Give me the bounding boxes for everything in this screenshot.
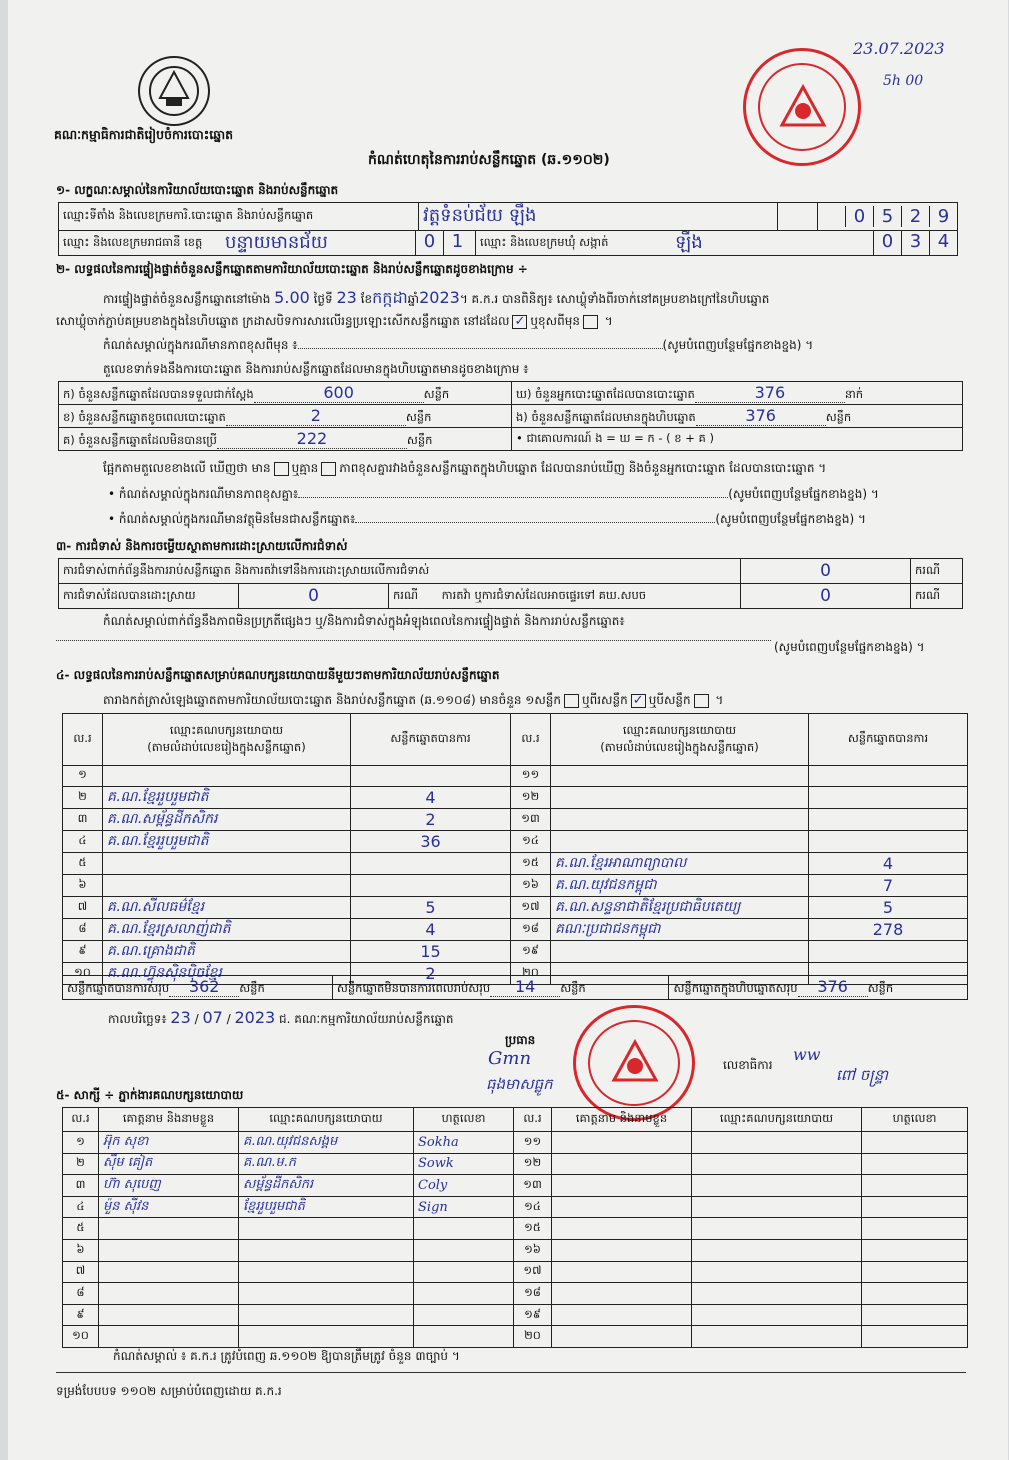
result-no: ១៦ xyxy=(511,874,551,896)
witness-name xyxy=(552,1132,692,1154)
witness-no: ២ xyxy=(63,1153,99,1175)
count-g: គ) ចំនួនសន្លឹកឆ្នោតដែលមិនបានប្រើ 222 សន្លឹក xyxy=(59,428,512,451)
result-no: ១៧ xyxy=(511,896,551,918)
witness-row xyxy=(63,1239,968,1261)
total-valid: សន្លឹកឆ្នោតបានការសរុប 362 សន្លឹក xyxy=(63,976,333,1000)
witness-no: ១៦ xyxy=(514,1239,552,1261)
result-votes: 36 xyxy=(351,830,511,852)
received-time: 5h 00 xyxy=(883,73,924,89)
witness-party xyxy=(239,1239,414,1261)
form-title: កំណត់ហេតុនៃការរាប់សន្លឹកឆ្នោត (ឆ.១១០២) xyxy=(368,152,610,168)
s2-p1: ការផ្ទៀងផ្ទាត់ចំនួនសន្លឹកឆ្នោតនៅម៉ោង 5.00 ថ្ងៃទី 23 ខែកក្កដាឆ្នាំ2023។ គ.ក.រ បានពិនិត្យ៖ សោឃ្លុំទាំងពីរចាក់នៅគម្របខាងក្រៅនៃហិបឆ្នោត xyxy=(103,288,770,307)
witness-name xyxy=(552,1304,692,1326)
witness-party xyxy=(692,1239,862,1261)
same-checkbox[interactable]: ✓ xyxy=(512,315,527,329)
result-votes xyxy=(809,786,968,808)
result-votes: 7 xyxy=(809,874,968,896)
section-1-title: ១- លក្ខណៈសម្គាល់នៃការិយាល័យបោះឆ្នោត និងរាប់សន្លឹកឆ្នោត xyxy=(56,183,339,197)
result-no: ១ xyxy=(63,766,103,787)
result-row xyxy=(63,896,968,918)
result-party: គ.ណ.គ្រោងជាតិ xyxy=(103,940,351,962)
result-no: ១១ xyxy=(511,766,551,787)
result-party: គ.ណ.សីលធម៌ខ្មែរ xyxy=(103,896,351,918)
witness-no: ២០ xyxy=(514,1326,552,1348)
result-votes: 2 xyxy=(351,808,511,830)
section-3-title: ៣- ការជំទាស់ និងការចម្លើយស្ថាតាមការដោះស្រាយលើការជំទាស់ xyxy=(56,539,348,553)
witness-name xyxy=(552,1175,692,1197)
witness-signature xyxy=(414,1218,514,1240)
witness-no: ៩ xyxy=(63,1304,99,1326)
result-votes: 15 xyxy=(351,940,511,962)
witness-signature xyxy=(862,1153,968,1175)
result-party: គ.ណ.ខ្មែររួបរួមជាតិ xyxy=(103,830,351,852)
s2-p6: • កំណត់សម្គាល់ក្នុងករណីមានភាពខុសគ្នា៖ (សូមបំពេញបន្ថែមផ្នែកខាងខ្នង) ។ xyxy=(108,487,879,501)
totals-table xyxy=(62,975,968,1000)
result-no: ៩ xyxy=(63,940,103,962)
result-row xyxy=(63,918,968,940)
witness-no: ១៣ xyxy=(514,1175,552,1197)
result-no: ៤ xyxy=(63,830,103,852)
witness-name xyxy=(552,1261,692,1283)
result-row xyxy=(63,852,968,874)
s1-row2-value: បន្ទាយមានជ័យ xyxy=(225,231,328,253)
witness-party xyxy=(692,1261,862,1283)
result-party xyxy=(551,808,809,830)
s2-p4: តួលេខទាក់ទងនឹងការបោះឆ្នោត និងការរាប់សន្លឹកឆ្នោតដែលមានក្នុងហិបឆ្នោតមានដូចខាងក្រោម ៖ xyxy=(103,362,529,376)
s1-row1-label: ឈ្មោះទីតាំង និងលេខក្រមការិ.បោះឆ្នោត និងរាប់សន្លឹកឆ្នោត xyxy=(59,203,419,231)
witness-signature xyxy=(862,1175,968,1197)
nec-logo xyxy=(138,56,210,126)
three-sheet-checkbox[interactable] xyxy=(694,694,709,708)
result-no: ៦ xyxy=(63,874,103,896)
witness-no: ១៥ xyxy=(514,1218,552,1240)
witness-signature xyxy=(862,1261,968,1283)
changed-checkbox[interactable] xyxy=(583,315,598,329)
result-votes xyxy=(809,808,968,830)
obj-r3: ករណី ការតវ៉ា ឬការជំទាស់ដែលអាចផ្ទេរទៅ គឃ.សបច xyxy=(389,584,741,609)
witness-signature xyxy=(414,1304,514,1326)
result-party: គ.ណ.ខ្មែររួបរួមជាតិ xyxy=(103,786,351,808)
result-row xyxy=(63,940,968,962)
witness-party: គ.ណ.យុវជនសង្គម xyxy=(239,1132,414,1154)
result-votes: 278 xyxy=(809,918,968,940)
count-k: ក) ចំនួនសន្លឹកឆ្នោតដែលបានទទួលជាក់ស្តែង 600 សន្លឹក xyxy=(59,382,512,405)
witness-party xyxy=(692,1283,862,1305)
witness-no: ១១ xyxy=(514,1132,552,1154)
witness-row xyxy=(63,1132,968,1154)
witness-name xyxy=(552,1196,692,1218)
witness-no: ១២ xyxy=(514,1153,552,1175)
result-party xyxy=(551,940,809,962)
obj-r1-value: 0 xyxy=(741,559,911,584)
count-formula: • ជាគោលការណ៍ ង = ឃ = ក - ( ខ + គ ) xyxy=(512,428,963,451)
result-party xyxy=(103,766,351,787)
witness-name: ហ៊ា សុបេញ xyxy=(99,1175,239,1197)
total-invalid: សន្លឹកឆ្នោតមិនបានការពេលរាប់សរុប 14 សន្លឹក xyxy=(332,976,669,1000)
one-sheet-checkbox[interactable] xyxy=(564,694,579,708)
witness-row xyxy=(63,1218,968,1240)
witness-name xyxy=(552,1239,692,1261)
received-date: 23.07.2023 xyxy=(853,39,945,58)
result-no: ១០ xyxy=(63,962,103,984)
witness-name: ម៉ួន ស៊ីវន xyxy=(99,1196,239,1218)
result-no: ២០ xyxy=(511,962,551,984)
result-party: គណៈប្រជាជនកម្ពុជា xyxy=(551,918,809,940)
witness-signature xyxy=(862,1196,968,1218)
form-footer: ទម្រង់បែបបទ ១១០២ សម្រាប់បំពេញដោយ គ.ក.រ xyxy=(56,1384,282,1398)
witness-row xyxy=(63,1175,968,1197)
count-ng: ង) ចំនួនសន្លឹកឆ្នោតដែលមានក្នុងហិបឆ្នោត 376 សន្លឹក xyxy=(512,405,963,428)
result-row xyxy=(63,786,968,808)
witness-no: ១៨ xyxy=(514,1283,552,1305)
witness-party xyxy=(692,1218,862,1240)
result-votes xyxy=(809,766,968,787)
witness-name: ស៊ឹម គៀត xyxy=(99,1153,239,1175)
witness-party xyxy=(239,1283,414,1305)
s1-row2-code: 0 1 xyxy=(415,231,475,255)
result-party: គ.ណ.ខ្មែរអាណាព្យាបាល xyxy=(551,852,809,874)
s3-fill: (សូមបំពេញបន្ថែមផ្នែកខាងខ្នង) ។ xyxy=(774,640,925,654)
secretary-signature: ww xyxy=(793,1045,821,1064)
witness-name xyxy=(552,1153,692,1175)
result-no: ១៤ xyxy=(511,830,551,852)
witness-name xyxy=(552,1218,692,1240)
result-row xyxy=(63,808,968,830)
secretary-label: លេខាធិការ xyxy=(723,1058,773,1072)
witness-signature xyxy=(414,1239,514,1261)
result-votes xyxy=(809,830,968,852)
result-no: ១៩ xyxy=(511,940,551,962)
result-votes xyxy=(351,852,511,874)
witness-signature: Coly xyxy=(414,1175,514,1197)
result-party: គ.ណ.ហ៊្វុនស៊ិនប៉ិចខ្មែរ xyxy=(103,962,351,984)
witness-row xyxy=(63,1261,968,1283)
result-party xyxy=(551,830,809,852)
total-ballots: សន្លឹកឆ្នោតក្នុងហិបឆ្នោតសរុប 376 សន្លឹក xyxy=(669,976,968,1000)
s2-p3: កំណត់សម្គាល់ក្នុងករណីមានភាពខុសពីមុន ៖ (សូមបំពេញបន្ថែមផ្នែកខាងខ្នង) ។ xyxy=(103,338,814,352)
chair-label: ប្រធាន xyxy=(505,1033,536,1047)
result-party xyxy=(551,766,809,787)
witness-name xyxy=(99,1283,239,1305)
result-row xyxy=(63,766,968,787)
result-votes xyxy=(351,766,511,787)
witness-table: ល.រ គោត្តនាម និងនាមខ្លួន ឈ្មោះគណបក្សនយោបាយ ហត្ថលេខា ល.រ គោត្តនាម និងនាមខ្លួន ឈ្មោះគណបក្សនយោបាយ ហត្ថលេខា ១ អ៊ុក សុខា គ.ណ.យុវជនសង្គម Sokha ១១ ២ ស៊ឹម គៀត គ.ណ.ម.ក Sowk ១២ ៣ ហ៊ា សុបេញ សម្ព័ន្ធដីកសិករ Coly ១៣ ៤ ម៉ួន ស៊ីវន ខ្មែររួបរួមជាតិ Sign ១៤ ៥ ១៥ ៦ ១៦ ៧ ១៧ ៨ ១៨ ៩ ១៩ ១០ ២០ xyxy=(62,1107,968,1348)
witness-signature: Sign xyxy=(414,1196,514,1218)
witness-party xyxy=(239,1218,414,1240)
s3-note: កំណត់សម្គាល់ពាក់ព័ន្ធនឹងភាពមិនប្រក្រតីផ្សេងៗ ឬ/និងការជំទាស់ក្នុងអំឡុងពេលនៃការផ្ទៀងផ្ទាត់ និងការរាប់សន្លឹកឆ្នោត៖ xyxy=(103,614,625,628)
witness-no: ៨ xyxy=(63,1283,99,1305)
witness-signature xyxy=(414,1326,514,1348)
chair-name: ធុងមាសធ្លូក xyxy=(486,1075,553,1093)
result-row xyxy=(63,830,968,852)
witness-no: ៣ xyxy=(63,1175,99,1197)
witness-no: ៤ xyxy=(63,1196,99,1218)
s1-row2-code2: 0 3 4 xyxy=(873,231,957,255)
witness-signature xyxy=(862,1132,968,1154)
section-5-title: ៥- សាក្សី ÷ ភ្នាក់ងារគណបក្សនយោបាយ xyxy=(56,1088,244,1102)
result-no: ២ xyxy=(63,786,103,808)
count-kh: ឃ) ចំនួនអ្នកបោះឆ្នោតដែលបានបោះឆ្នោត 376 នាក់ xyxy=(512,382,963,405)
result-no: ១៥ xyxy=(511,852,551,874)
two-sheet-checkbox[interactable]: ✓ xyxy=(631,694,646,708)
results-table: ល.រ ឈ្មោះគណបក្សនយោបាយ (តាមលំដាប់លេខរៀងក្នុងសន្លឹកឆ្នោត) សន្លឹកឆ្នោតបានការ ល.រ ឈ្មោះគណបក្សនយោបាយ (តាមលំដាប់លេខរៀងក្នុងសន្លឹកឆ្នោត) សន្លឹកឆ្នោតបានការ ១ ១១ ២ គ.ណ.ខ្មែររួបរួមជាតិ 4 ១២ ៣ គ.ណ.សម្ព័ន្ធដីកសិករ 2 ១៣ ៤ គ.ណ.ខ្មែររួបរួមជាតិ 36 ១៤ ៥ ១៥ គ.ណ.ខ្មែរអាណាព្យាបាល 4 ៦ ១៦ គ.ណ.យុវជនកម្ពុជា 7 ៧ គ.ណ.សីលធម៌ខ្មែរ 5 ១៧ គ.ណ.សន្ទនាជាតិខ្មែរប្រជាធិបតេយ្យ 5 ៨ គ.ណ.ខ្មែរស្រលាញ់ជាតិ 4 ១៨ គណៈប្រជាជនកម្ពុជា 278 ៩ គ.ណ.គ្រោងជាតិ 15 ១៩ ១០ គ.ណ.ហ៊្វុនស៊ិនប៉ិចខ្មែរ 2 ២០ xyxy=(62,713,968,985)
result-party: គ.ណ.សន្ទនាជាតិខ្មែរប្រជាធិបតេយ្យ xyxy=(551,896,809,918)
obj-r2-value: 0 xyxy=(239,584,389,609)
result-votes: 4 xyxy=(351,918,511,940)
witness-row xyxy=(63,1304,968,1326)
result-no: ១៣ xyxy=(511,808,551,830)
official-stamp-top xyxy=(743,48,861,166)
result-votes xyxy=(351,874,511,896)
result-no: ៣ xyxy=(63,808,103,830)
witness-signature: Sowk xyxy=(414,1153,514,1175)
witness-row xyxy=(63,1326,968,1348)
section-4-title: ៤- លទ្ធផលនៃការរាប់សន្លឹកឆ្នោតសម្រាប់គណបក្សនយោបាយនីមួយៗតាមការិយាល័យរាប់សន្លឹកឆ្នោត xyxy=(56,668,500,682)
s2-p5: ផ្អែកតាមតួលេខខាងលើ ឃើញថា មាន ឬគ្មាន ភាពខុសគ្នារវាងចំនួនសន្លឹកឆ្នោតក្នុងហិបឆ្នោត ដែលបានរាប់ឃើញ និងចំនួនអ្នកបោះឆ្នោត ដែលបានបោះឆ្នោត ។ xyxy=(103,461,827,475)
witness-name xyxy=(552,1326,692,1348)
result-party: គ.ណ.សម្ព័ន្ធដីកសិករ xyxy=(103,808,351,830)
result-party: គ.ណ.យុវជនកម្ពុជា xyxy=(551,874,809,896)
witness-party: គ.ណ.ម.ក xyxy=(239,1153,414,1175)
witness-party xyxy=(692,1175,862,1197)
result-votes: 5 xyxy=(351,896,511,918)
s1-row1-value: វត្តទំនប់ជ័យ ឡឹង xyxy=(419,203,778,231)
result-party: គ.ណ.ខ្មែរស្រលាញ់ជាតិ xyxy=(103,918,351,940)
result-no: ១២ xyxy=(511,786,551,808)
s1-row1-code: 0 5 2 9 xyxy=(818,203,958,231)
witness-row xyxy=(63,1153,968,1175)
witness-signature xyxy=(414,1261,514,1283)
witness-party: សម្ព័ន្ធដីកសិករ xyxy=(239,1175,414,1197)
witness-row xyxy=(63,1283,968,1305)
witness-signature: Sokha xyxy=(414,1132,514,1154)
witness-signature xyxy=(862,1239,968,1261)
witness-party xyxy=(239,1304,414,1326)
result-no: ១៨ xyxy=(511,918,551,940)
result-no: ៧ xyxy=(63,896,103,918)
witness-party xyxy=(692,1304,862,1326)
s5-note: កំណត់សម្គាល់ ៖ គ.ក.រ ត្រូវបំពេញ ឆ.១១០២ ឱ្យបានត្រឹមត្រូវ ចំនួន ៣ច្បាប់ ។ xyxy=(113,1349,460,1363)
witness-no: ១៤ xyxy=(514,1196,552,1218)
result-party xyxy=(103,874,351,896)
witness-party xyxy=(692,1196,862,1218)
counts-table xyxy=(58,381,963,451)
chair-signature: Gmn xyxy=(488,1048,532,1069)
s2-p7: • កំណត់សម្គាល់ក្នុងករណីមានវត្ថុមិនមែនជាសន្លឹកឆ្នោត៖ (សូមបំពេញបន្ថែមផ្នែកខាងខ្នង) ។ xyxy=(108,512,866,526)
objections-table: ការជំទាស់ពាក់ព័ន្ធនឹងការរាប់សន្លឹកឆ្នោត និងការតវ៉ាទៅនឹងការដោះស្រាយលើការជំទាស់ 0 ករណី ការជំទាស់ដែលបានដោះស្រាយ 0 ករណី ការតវ៉ា ឬការជំទាស់ដែលអាចផ្ទេរទៅ គឃ.សបច 0 ករណី xyxy=(58,558,963,609)
count-kh2: ខ) ចំនួនសន្លឹកឆ្នោតខូចពេលបោះឆ្នោត 2 សន្លឹក xyxy=(59,405,512,428)
result-no: ៨ xyxy=(63,918,103,940)
witness-name xyxy=(99,1304,239,1326)
difference-no-checkbox[interactable] xyxy=(321,462,336,476)
witness-signature xyxy=(862,1283,968,1305)
secretary-name: ពៅ ចន្ទ្រា xyxy=(836,1066,889,1084)
section-1-table xyxy=(58,202,958,256)
form-sheet xyxy=(8,0,1008,1460)
witness-name xyxy=(552,1283,692,1305)
witness-party xyxy=(692,1153,862,1175)
witness-name: អ៊ុក សុខា xyxy=(99,1132,239,1154)
s2-p2: សោឃ្លុំចាក់ភ្ជាប់គម្របខាងក្នុងនៃហិបឆ្នោត ក្រដាសបិទការសារលើរន្ធប្រឡោះសើកសន្លឹកឆ្នោត នៅដដែល ✓ ឬខុសពីមុន ។ xyxy=(56,313,613,329)
signoff-date: កាលបរិច្ឆេទ៖ 23 / 07 / 2023 ជ. គណៈកម្មការិយាល័យរាប់សន្លឹកឆ្នោត xyxy=(108,1008,454,1027)
witness-name xyxy=(99,1218,239,1240)
witness-party xyxy=(692,1132,862,1154)
witness-no: ៦ xyxy=(63,1239,99,1261)
witness-party xyxy=(239,1326,414,1348)
obj-r1: ការជំទាស់ពាក់ព័ន្ធនឹងការរាប់សន្លឹកឆ្នោត និងការតវ៉ាទៅនឹងការដោះស្រាយលើការជំទាស់ xyxy=(59,559,741,584)
org-name: គណៈកម្មាធិការជាតិរៀបចំការបោះឆ្នោត xyxy=(54,127,234,142)
witness-signature xyxy=(862,1304,968,1326)
witness-no: ១ xyxy=(63,1132,99,1154)
result-votes: 5 xyxy=(809,896,968,918)
result-party xyxy=(551,786,809,808)
witness-no: ៧ xyxy=(63,1261,99,1283)
witness-signature xyxy=(862,1326,968,1348)
official-stamp-bottom xyxy=(573,1005,695,1121)
section-2-title: ២- លទ្ធផលនៃការផ្ទៀងផ្ទាត់ចំនួនសន្លឹកឆ្នោតតាមការិយាល័យបោះឆ្នោត និងរាប់សន្លឹកឆ្នោតដូចខាងក្រោម ÷ xyxy=(56,262,528,276)
witness-name xyxy=(99,1261,239,1283)
result-votes: 4 xyxy=(351,786,511,808)
witness-name xyxy=(99,1239,239,1261)
obj-r2: ការជំទាស់ដែលបានដោះស្រាយ xyxy=(59,584,239,609)
result-votes: 2 xyxy=(351,962,511,984)
witness-signature xyxy=(862,1218,968,1240)
difference-yes-checkbox[interactable] xyxy=(274,462,289,476)
s1-row2-label: ឈ្មោះ និងលេខក្រមរាជធានី ខេត្ត xyxy=(63,234,203,249)
witness-no: ១៧ xyxy=(514,1261,552,1283)
witness-no: ១០ xyxy=(63,1326,99,1348)
result-row xyxy=(63,874,968,896)
witness-party xyxy=(692,1326,862,1348)
witness-name xyxy=(99,1326,239,1348)
s4-intro: តារាងកត់ត្រាសំឡេងឆ្នោតតាមការិយាល័យបោះឆ្នោត និងរាប់សន្លឹកឆ្នោត (ឆ.១១០៨) មានចំនួន ១សន្លឹក ឬពីរសន្លឹក ✓ ឬបីសន្លឹក ។ xyxy=(103,692,724,708)
s1-row2-value2: ឡឹង xyxy=(675,231,703,253)
result-party xyxy=(103,852,351,874)
witness-party xyxy=(239,1261,414,1283)
result-no: ៥ xyxy=(63,852,103,874)
result-votes: 4 xyxy=(809,852,968,874)
witness-signature xyxy=(414,1283,514,1305)
witness-no: ១៩ xyxy=(514,1304,552,1326)
result-votes xyxy=(809,940,968,962)
witness-party: ខ្មែររួបរួមជាតិ xyxy=(239,1196,414,1218)
witness-row xyxy=(63,1196,968,1218)
witness-no: ៥ xyxy=(63,1218,99,1240)
obj-r3-value: 0 xyxy=(741,584,911,609)
s1-row2-label2: ឈ្មោះ និងលេខក្រមឃុំ សង្កាត់ xyxy=(475,231,645,255)
